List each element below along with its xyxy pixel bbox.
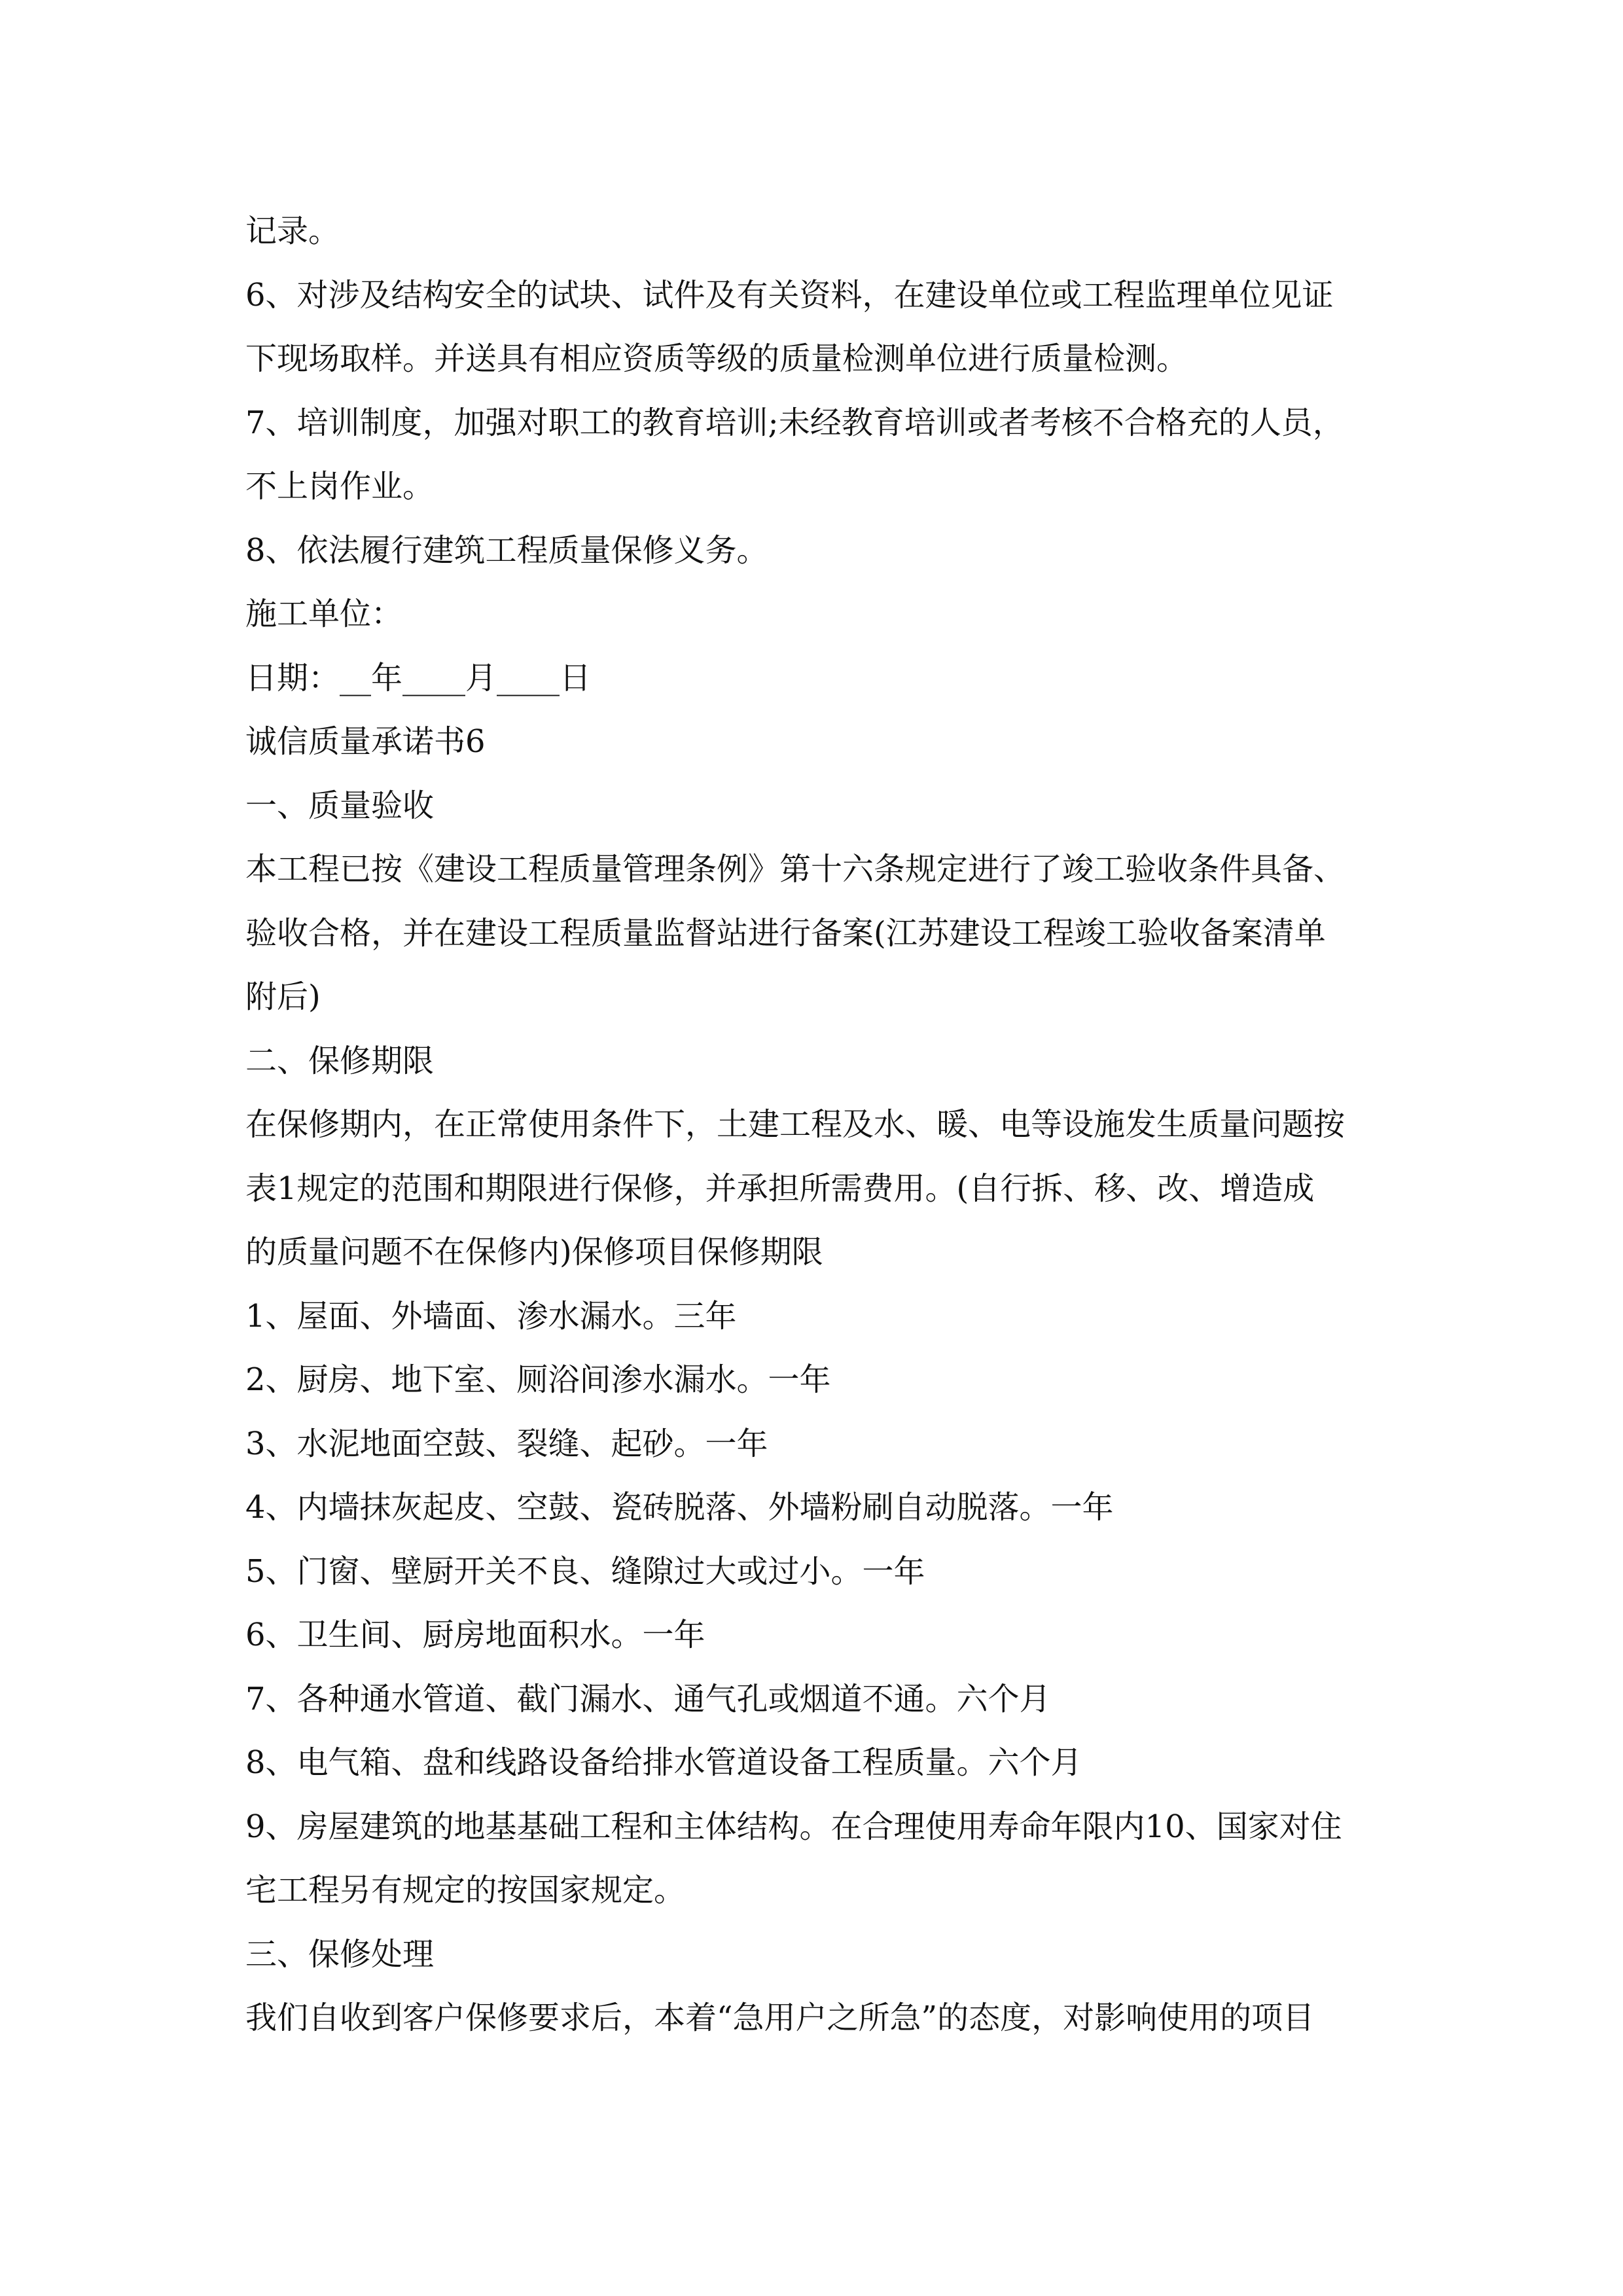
text-line: 本工程已按《建设工程质量管理条例》第十六条规定进行了竣工验收条件具备、 xyxy=(245,851,1346,888)
signature-label: 施工单位： xyxy=(245,596,403,632)
section-heading: 三、保修处理 xyxy=(245,1935,435,1973)
section-heading: 二、保修期限 xyxy=(245,1042,435,1079)
section-heading: 一、质量验收 xyxy=(245,787,435,824)
text-line: 表1规定的范围和期限进行保修，并承担所需费用。(自行拆、移、改、增造成 xyxy=(245,1170,1315,1207)
text-line: 8、依法履行建筑工程质量保修义务。 xyxy=(245,531,768,569)
list-item: 2、厨房、地下室、厕浴间渗水漏水。一年 xyxy=(245,1361,831,1398)
text-line: 下现场取样。并送具有相应资质等级的质量检测单位进行质量检测。 xyxy=(245,340,1188,377)
list-item: 8、电气箱、盘和线路设备给排水管道设备工程质量。六个月 xyxy=(245,1744,1082,1781)
text-line: 附后) xyxy=(245,978,321,1015)
text-line: 的质量问题不在保修内)保修项目保修期限 xyxy=(245,1234,823,1270)
list-item: 3、水泥地面空鼓、裂缝、起砂。一年 xyxy=(245,1425,768,1462)
date-line: 日期：__年____月____日 xyxy=(245,659,592,696)
list-item: 1、屋面、外墙面、渗水漏水。三年 xyxy=(245,1297,737,1335)
text-line: 6、对涉及结构安全的试块、试件及有关资料，在建设单位或工程监理单位见证 xyxy=(245,276,1334,314)
text-line: 验收合格，并在建设工程质量监督站进行备案(江苏建设工程竣工验收备案清单 xyxy=(245,914,1326,952)
list-item: 9、房屋建筑的地基基础工程和主体结构。在合理使用寿命年限内10、国家对住 xyxy=(245,1808,1342,1845)
list-item: 7、各种通水管道、截门漏水、通气孔或烟道不通。六个月 xyxy=(245,1680,1051,1717)
text-line: 不上岗作业。 xyxy=(245,468,435,505)
text-line: 记录。 xyxy=(245,213,340,249)
list-item: 4、内墙抹灰起皮、空鼓、瓷砖脱落、外墙粉刷自动脱落。一年 xyxy=(245,1489,1114,1526)
section-title: 诚信质量承诺书6 xyxy=(245,723,486,760)
document-body xyxy=(245,200,1391,2051)
list-item: 5、门窗、壁厨开关不良、缝隙过大或过小。一年 xyxy=(245,1552,925,1590)
list-item: 6、卫生间、厨房地面积水。一年 xyxy=(245,1617,705,1653)
text-line: 7、培训制度，加强对职工的教育培训;未经教育培训或者考核不合格充的人员， xyxy=(245,404,1344,441)
text-line: 我们自收到客户保修要求后，本着“急用户之所急”的态度，对影响使用的项目 xyxy=(245,2000,1315,2036)
text-line: 宅工程另有规定的按国家规定。 xyxy=(245,1872,686,1909)
text-line: 在保修期内，在正常使用条件下，土建工程及水、暖、电等设施发生质量问题按 xyxy=(245,1106,1346,1143)
